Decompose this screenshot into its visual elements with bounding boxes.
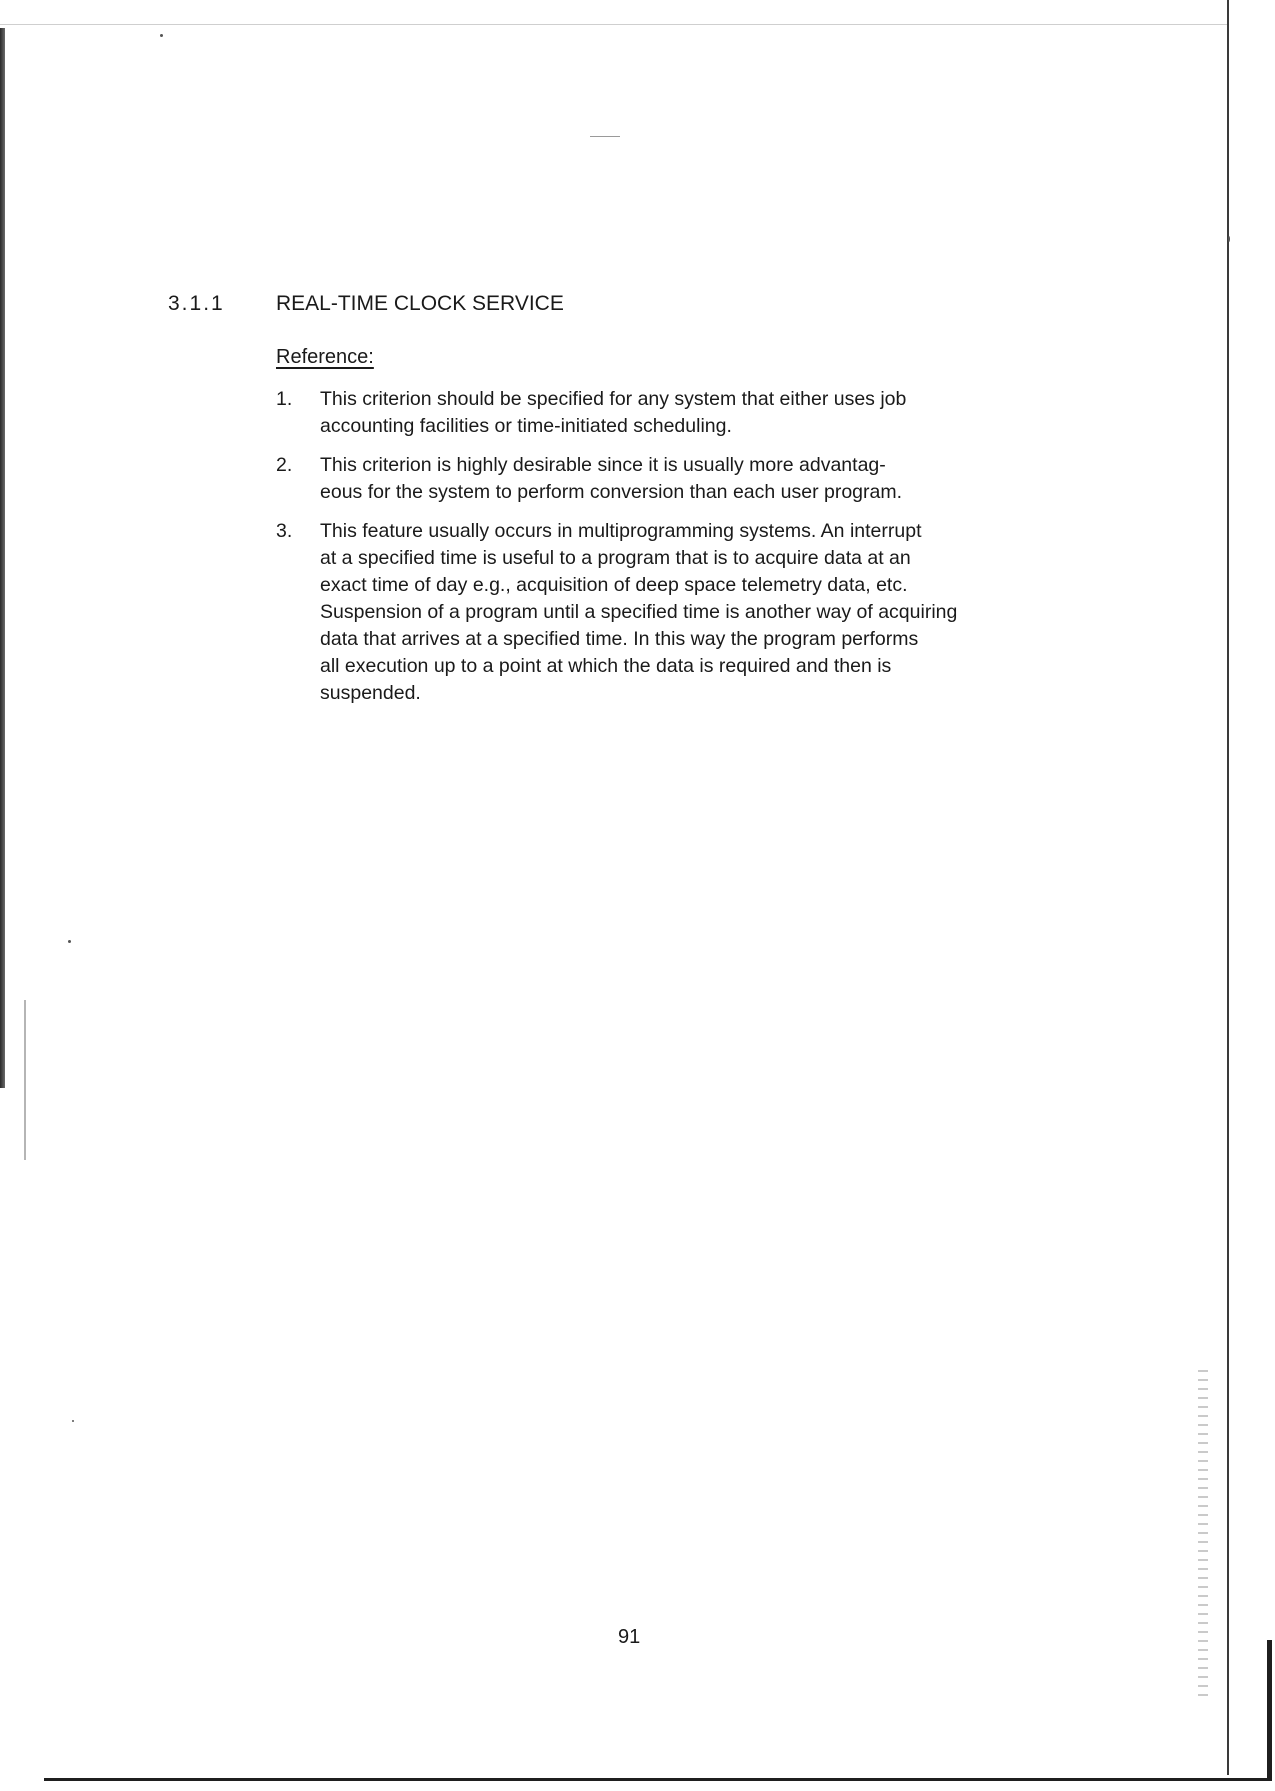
text-line: at a specified time is useful to a program that is to acquire data at an <box>320 547 911 569</box>
text-line: accounting facilities or time-initiated scheduling. <box>320 415 732 437</box>
text-line: all execution up to a point at which the data is required and then is <box>320 655 892 677</box>
scan-edge-right-bottom <box>1267 1640 1272 1780</box>
scan-speckle <box>68 940 71 943</box>
scan-edge-left-faint <box>24 1000 26 1160</box>
text-line: This criterion should be specified for any system that either uses job <box>320 388 907 410</box>
text-line: This feature usually occurs in multiprogramming systems. An interrupt <box>320 520 922 542</box>
text-line: eous for the system to perform conversion than each user program. <box>320 481 903 503</box>
scan-speckle <box>1228 236 1230 242</box>
page-number: 91 <box>618 1626 641 1648</box>
text-line: suspended. <box>320 682 421 704</box>
scan-edge-right <box>1227 0 1229 1775</box>
list-item <box>276 518 1076 707</box>
list-item-text <box>320 518 1076 707</box>
list-item-number: 2. <box>276 454 293 476</box>
text-line: data that arrives at a specified time. In this way the program performs <box>320 628 919 650</box>
section-number: 3.1.1 <box>168 292 225 315</box>
list-item-text <box>320 386 1076 440</box>
text-line: exact time of day e.g., acquisition of deep space telemetry data, etc. <box>320 574 908 596</box>
scan-edge-left <box>0 28 5 1088</box>
scan-noise-strip <box>1198 1370 1208 1700</box>
text-line: Suspension of a program until a specified time is another way of acquiring <box>320 601 958 623</box>
scan-speckle <box>160 34 163 37</box>
reference-label: Reference: <box>276 346 374 368</box>
scan-speckle <box>590 136 620 137</box>
list-item <box>276 386 1076 440</box>
list-item-number: 3. <box>276 520 293 542</box>
section-title: REAL-TIME CLOCK SERVICE <box>276 292 564 315</box>
list-item <box>276 452 1076 506</box>
scan-edge-bottom <box>44 1778 1272 1781</box>
text-line: This criterion is highly desirable since it is usually more advantag- <box>320 454 886 476</box>
list-item-text <box>320 452 1076 506</box>
scan-edge-top <box>0 24 1228 25</box>
scan-speckle <box>72 1420 74 1422</box>
list-item-number: 1. <box>276 388 293 410</box>
reference-list <box>276 386 1076 719</box>
